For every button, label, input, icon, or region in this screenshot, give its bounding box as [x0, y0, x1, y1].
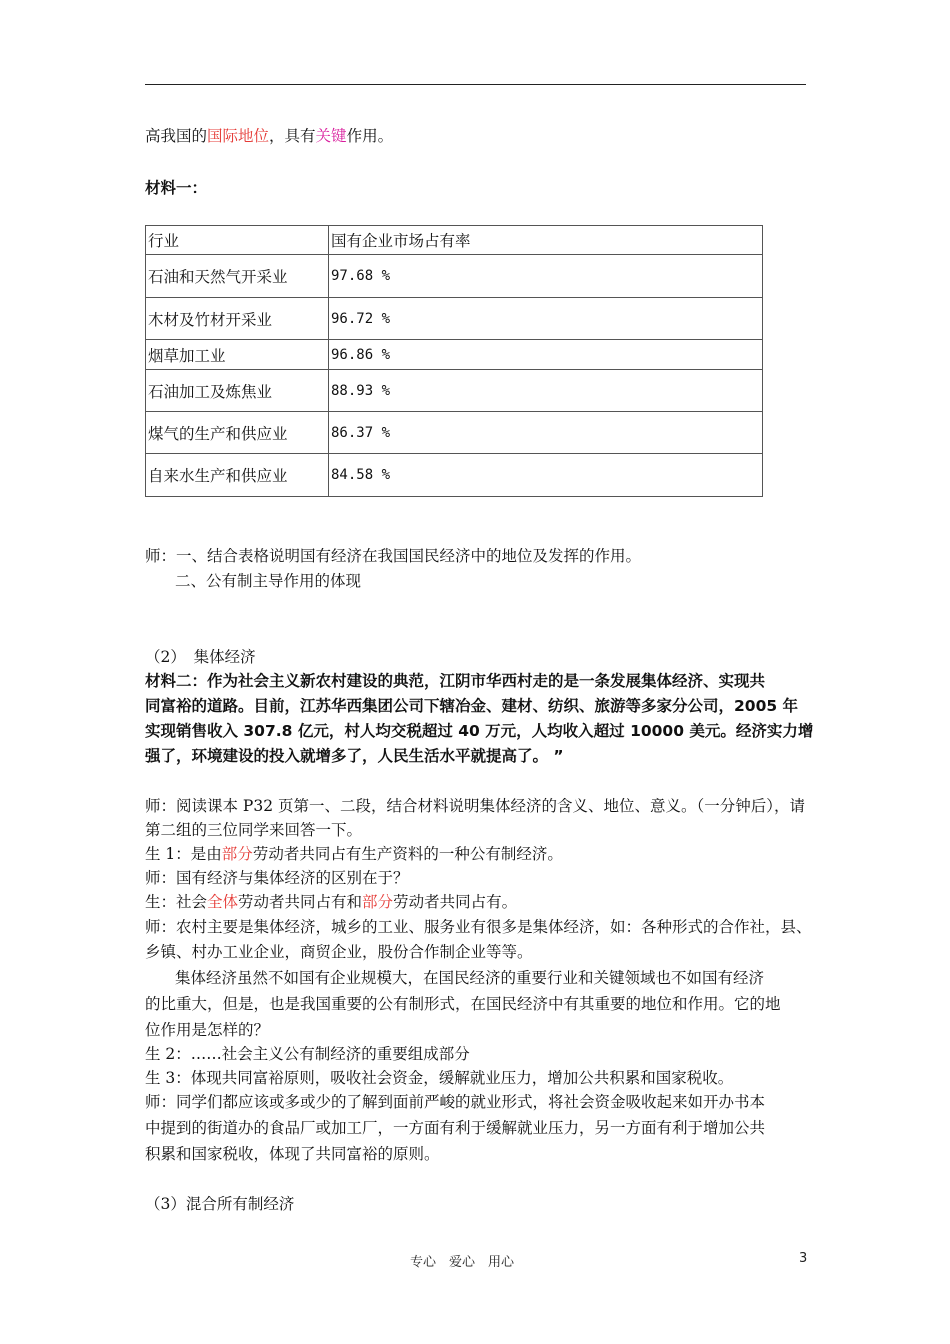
teacher-jobs-line: 中提到的街道办的食品厂或加工厂，一方面有利于缓解就业压力，另一方面有利于增加公共 [145, 1119, 766, 1137]
share-cell: 97.68 % [329, 255, 763, 298]
teacher-rural-line: 乡镇、村办工业企业，商贸企业，股份合作制企业等等。 [145, 943, 533, 961]
teacher-rural-line: 师：农村主要是集体经济，城乡的工业、服务业有很多是集体经济，如：各种形式的合作社，县、 [145, 918, 812, 936]
highlight-partial: 部分 [362, 893, 394, 911]
section3-title: （3）混合所有制经济 [145, 1195, 295, 1213]
industry-cell: 石油和天然气开采业 [146, 255, 329, 298]
table-row [146, 255, 763, 298]
state-enterprise-share-table [145, 225, 763, 497]
header-share: 国有企业市场占有率 [329, 226, 763, 255]
student-1-answer: 生 1：是由部分劳动者共同占有生产资料的一种公有制经济。 [145, 845, 563, 863]
table-row [146, 340, 763, 370]
header-rule [145, 84, 806, 85]
table-row [146, 298, 763, 340]
highlight-key: 关键 [315, 127, 347, 145]
collective-paragraph-line: 集体经济虽然不如国有企业规模大，在国民经济的重要行业和关键领域也不如国有经济 [175, 969, 765, 987]
student-3-answer: 生 3：体现共同富裕原则，吸收社会资金，缓解就业压力，增加公共积累和国家税收。 [145, 1069, 734, 1087]
teacher-read-line: 第二组的三位同学来回答一下。 [145, 821, 363, 839]
industry-cell: 木材及竹材开采业 [146, 298, 329, 340]
teacher-jobs-line: 积累和国家税收，体现了共同富裕的原则。 [145, 1145, 440, 1163]
industry-cell: 自来水生产和供应业 [146, 454, 329, 497]
table-row [146, 370, 763, 412]
share-cell: 96.72 % [329, 298, 763, 340]
teacher-read-line: 师：阅读课本 P32 页第一、二段，结合材料说明集体经济的含义、地位、意义。（一分钟后），请 [145, 797, 806, 815]
industry-cell: 石油加工及炼焦业 [146, 370, 329, 412]
material2-line: 材料二：作为社会主义新农村建设的典范，江阴市华西村走的是一条发展集体经济、实现共 [145, 672, 766, 690]
collective-paragraph-line: 的比重大，但是，也是我国重要的公有制形式，在国民经济中有其重要的地位和作用。它的地 [145, 995, 781, 1013]
table-row [146, 412, 763, 454]
collective-paragraph-line: 位作用是怎样的？ [145, 1021, 270, 1039]
highlight-international-status: 国际地位 [207, 127, 270, 145]
highlight-partial: 部分 [221, 845, 253, 863]
share-cell: 84.58 % [329, 454, 763, 497]
share-cell: 86.37 % [329, 412, 763, 454]
share-cell: 96.86 % [329, 340, 763, 370]
student-2-answer: 生 2：……社会主义公有制经济的重要组成部分 [145, 1045, 470, 1063]
teacher-difference-question: 师：国有经济与集体经济的区别在于？ [145, 869, 409, 887]
teacher-question-1: 师：一、结合表格说明国有经济在我国国民经济中的地位及发挥的作用。 [145, 547, 642, 565]
material2-line: 实现销售收入 307.8 亿元，村人均交税超过 40 万元，人均收入超过 10000 美元。经济实力增 [145, 722, 814, 740]
share-cell: 88.93 % [329, 370, 763, 412]
highlight-all: 全体 [207, 893, 239, 911]
student-answer-difference: 生：社会全体劳动者共同占有和部分劳动者共同占有。 [145, 893, 518, 911]
table-row [146, 454, 763, 497]
material2-line: 同富裕的道路。目前，江苏华西集团公司下辖冶金、建材、纺织、旅游等多家分公司，2005 年 [145, 697, 799, 715]
page-number: 3 [799, 1251, 808, 1266]
section2-title: （2） 集体经济 [145, 648, 256, 666]
material2-line: 强了，环境建设的投入就增多了，人民生活水平就提高了。 ” [145, 747, 564, 765]
industry-cell: 烟草加工业 [146, 340, 329, 370]
industry-cell: 煤气的生产和供应业 [146, 412, 329, 454]
table-header-row [146, 226, 763, 255]
material1-heading: 材料一： [145, 179, 208, 197]
header-industry: 行业 [146, 226, 329, 255]
intro-line: 高我国的国际地位，具有关键作用。 [145, 127, 394, 145]
teacher-question-2: 二、公有制主导作用的体现 [175, 572, 362, 590]
footer-motto: 专心 爱心 用心 [410, 1255, 515, 1270]
teacher-jobs-line: 师：同学们都应该或多或少的了解到面前严峻的就业形式，将社会资金吸收起来如开办书本 [145, 1093, 766, 1111]
